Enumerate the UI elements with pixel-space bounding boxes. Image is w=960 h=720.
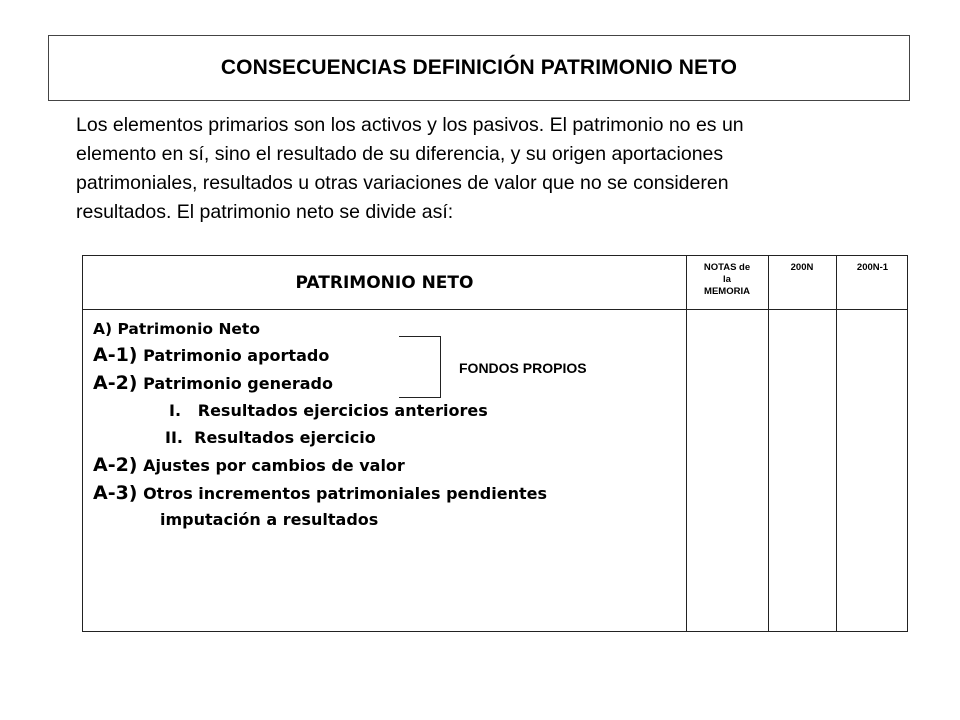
intro-paragraph	[76, 111, 906, 227]
intro-line: elemento en sí, sino el resultado de su diferencia, y su origen aportaciones	[76, 143, 724, 165]
row-ajustes-cambios-valor	[93, 454, 405, 476]
intro-line: Los elementos primarios son los activos y los pasivos. El patrimonio no es un	[76, 114, 744, 136]
header-divider	[83, 309, 907, 310]
column-divider	[768, 256, 769, 631]
header-notas-memoria	[686, 262, 768, 298]
row-patrimonio-neto: A) Patrimonio Neto	[93, 320, 260, 338]
row-text: Otros incrementos patrimoniales pendientes	[143, 484, 547, 503]
intro-line: patrimoniales, resultados u otras variaciones de valor que no se consideren	[76, 172, 729, 194]
header-200n: 200N	[790, 262, 814, 273]
row-text: Patrimonio generado	[143, 374, 333, 393]
header-200n-1: 200N-1	[856, 262, 889, 273]
fondos-propios-label: FONDOS PROPIOS	[459, 360, 587, 376]
row-code: A-3)	[93, 482, 138, 504]
header-notas-line: NOTAS de	[703, 262, 751, 273]
intro-line: resultados. El patrimonio neto se divide así:	[76, 201, 454, 223]
fondos-propios-bracket	[399, 336, 441, 398]
row-resultados-anteriores: I. Resultados ejercicios anteriores	[169, 401, 488, 420]
row-otros-incrementos-continuation: imputación a resultados	[160, 510, 379, 529]
column-divider	[836, 256, 837, 631]
column-divider	[686, 256, 687, 631]
header-notas-line: la	[723, 274, 731, 285]
row-patrimonio-aportado	[93, 344, 329, 366]
patrimonio-table	[82, 255, 908, 632]
row-code: A-2)	[93, 454, 138, 476]
header-notas-line: MEMORIA	[704, 286, 750, 297]
row-otros-incrementos	[93, 482, 547, 504]
header-patrimonio-neto: PATRIMONIO NETO	[295, 272, 474, 293]
row-text: Ajustes por cambios de valor	[143, 456, 405, 475]
title-box	[48, 35, 910, 101]
page-title: CONSECUENCIAS DEFINICIÓN PATRIMONIO NETO	[220, 56, 738, 79]
row-resultados-ejercicio: II. Resultados ejercicio	[165, 428, 376, 447]
row-text: Patrimonio aportado	[143, 346, 330, 365]
row-code: A-1)	[93, 344, 138, 366]
row-code: A-2)	[93, 372, 138, 394]
row-patrimonio-generado	[93, 372, 333, 394]
